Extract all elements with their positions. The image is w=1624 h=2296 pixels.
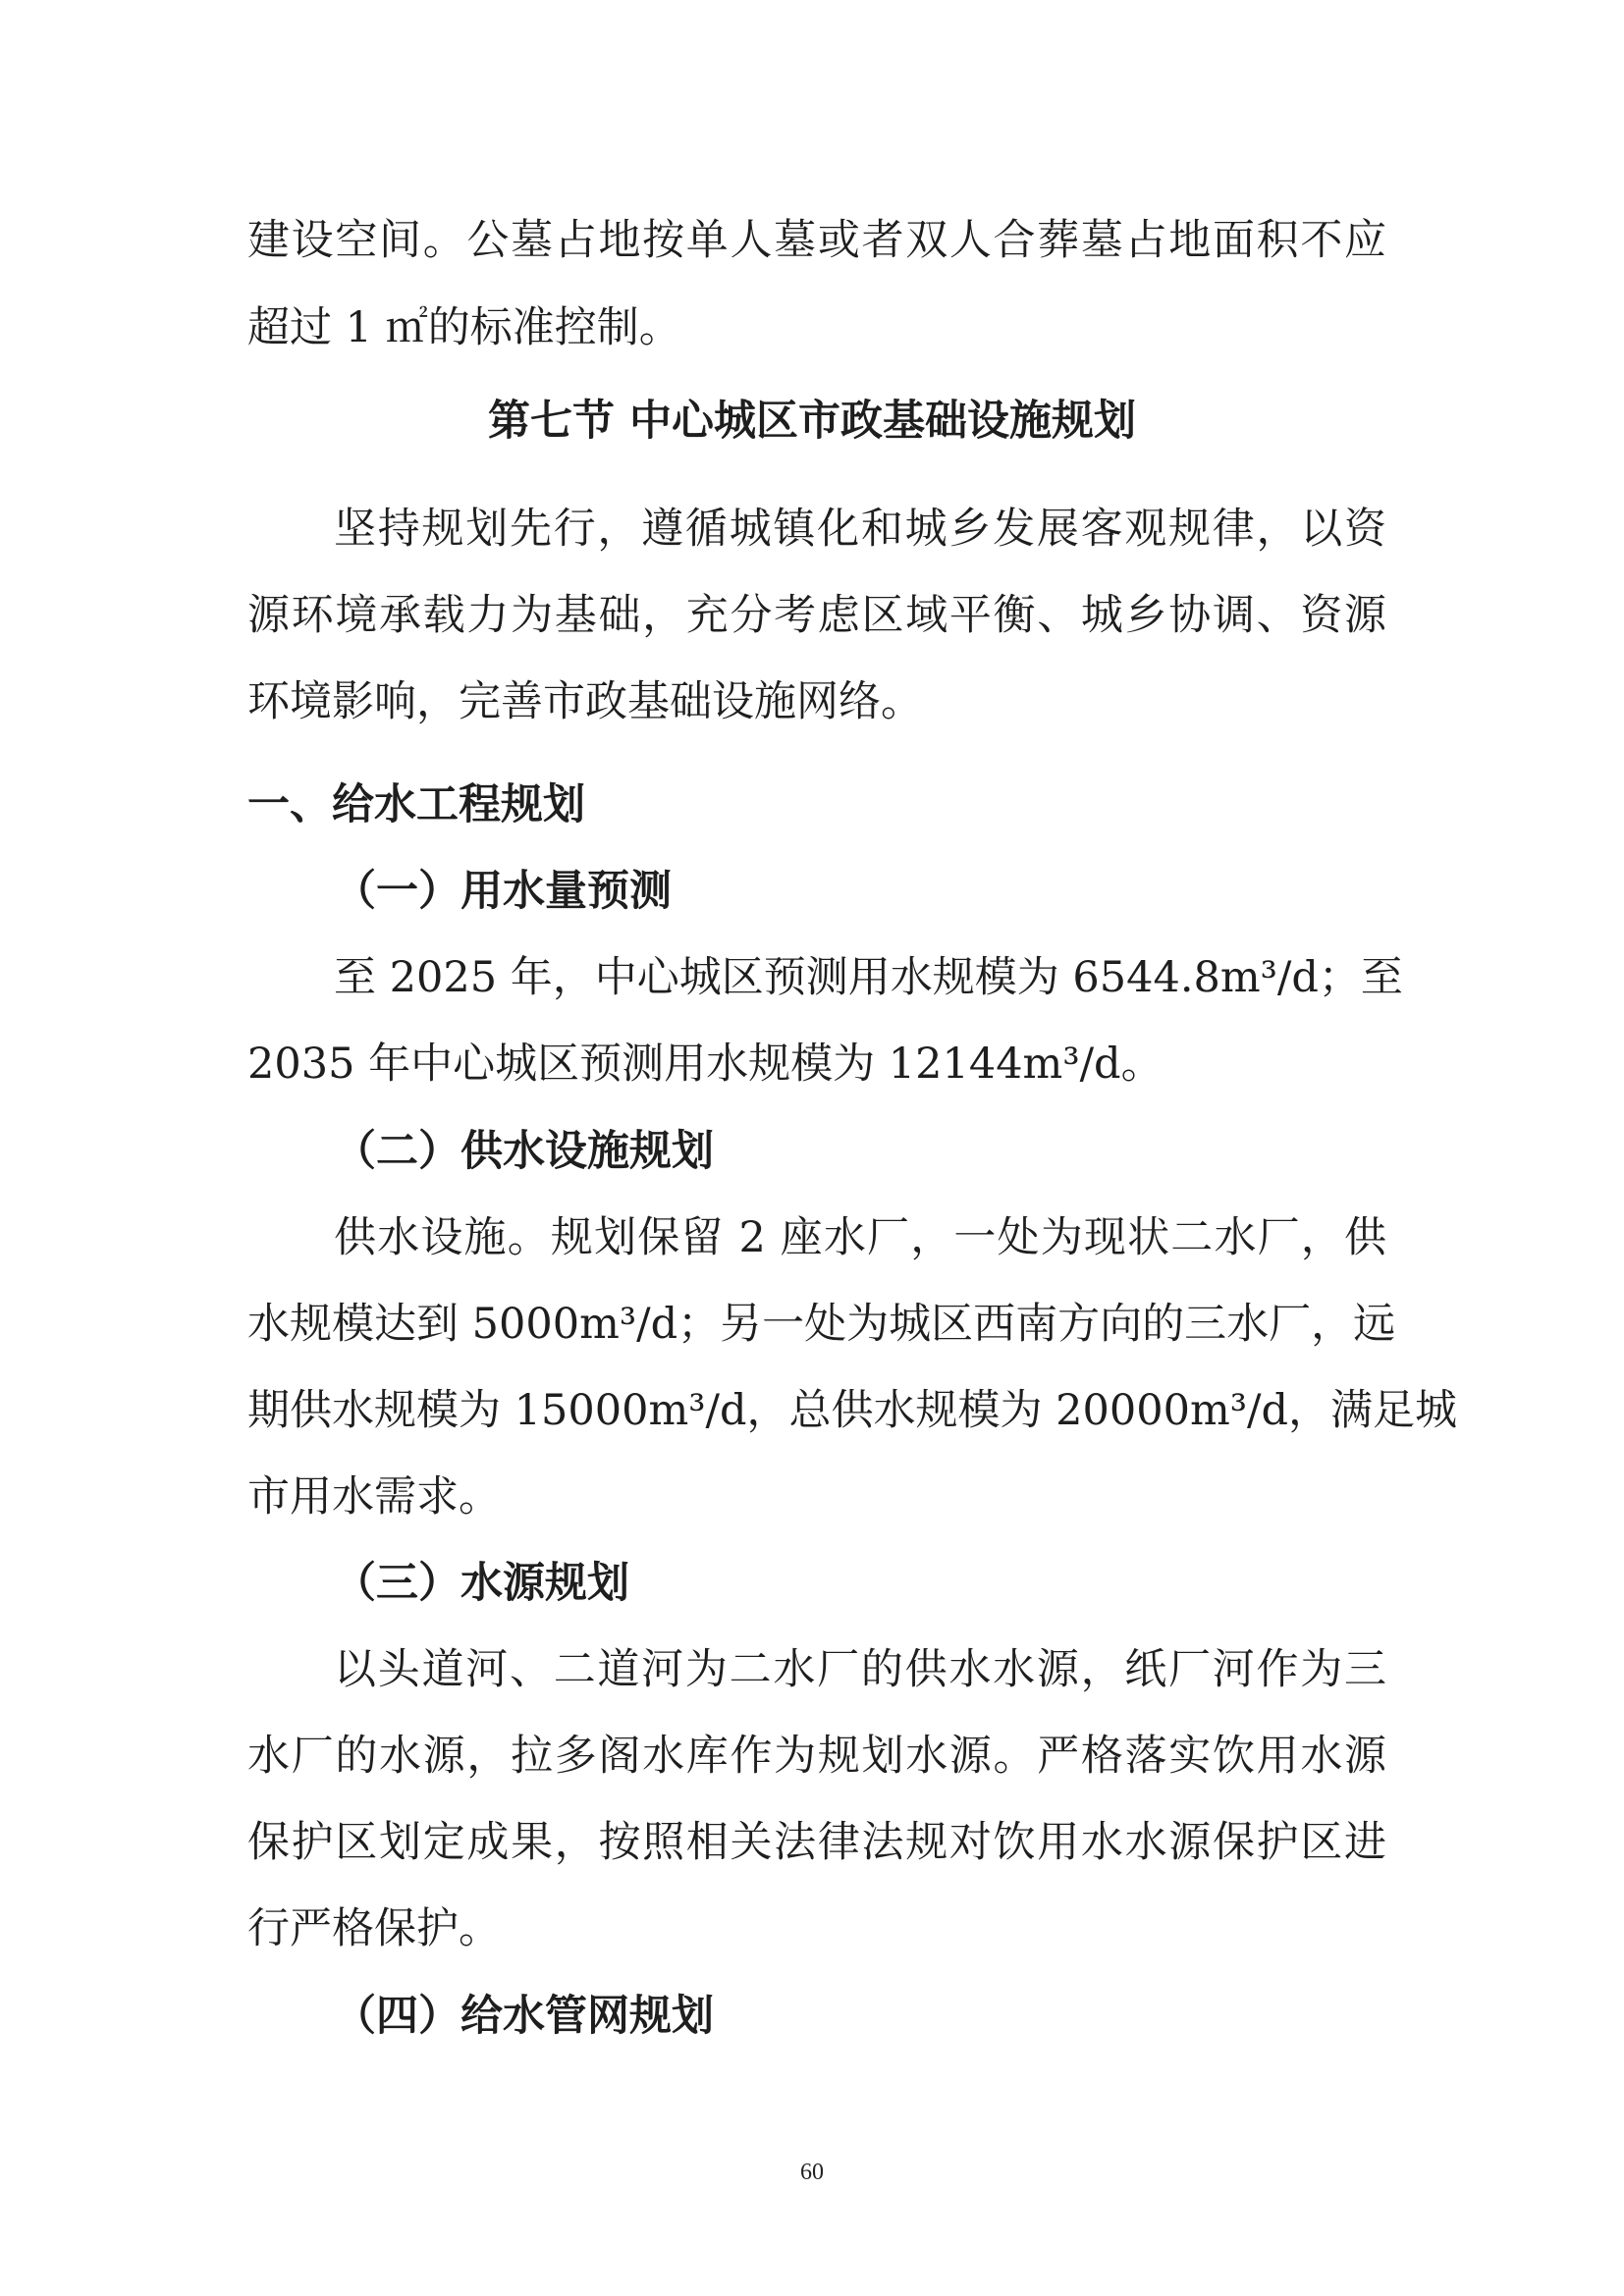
body-text-line: 环境影响，完善市政基础设施网络。: [247, 677, 923, 726]
body-text-line: 至 2025 年，中心城区预测用水规模为 6544.8m³/d；至: [334, 953, 1403, 1002]
page-number: 60: [800, 2160, 824, 2185]
body-text-line: 建设空间。公墓占地按单人墓或者双人合葬墓占地面积不应: [247, 216, 1386, 265]
section-title: 第七节 中心城区市政基础设施规划: [488, 397, 1136, 446]
body-text-line: 水厂的水源，拉多阁水库作为规划水源。严格落实饮用水源: [247, 1732, 1386, 1781]
heading-level-2: （一）用水量预测: [334, 867, 672, 916]
body-text-line: 供水设施。规划保留 2 座水厂，一处为现状二水厂，供: [334, 1213, 1386, 1262]
body-text-line: 以头道河、二道河为二水厂的供水水源，纸厂河作为三: [334, 1645, 1386, 1694]
body-text-line: 市用水需求。: [247, 1472, 501, 1522]
body-text-line: 超过 1 ㎡的标准控制。: [247, 303, 681, 352]
body-text-line: 行严格保护。: [247, 1904, 501, 1953]
body-text-line: 2035 年中心城区预测用水规模为 12144m³/d。: [247, 1040, 1164, 1089]
heading-level-1: 一、给水工程规划: [247, 780, 585, 829]
body-text-line: 坚持规划先行，遵循城镇化和城乡发展客观规律，以资: [334, 505, 1386, 554]
heading-level-2: （四）给水管网规划: [334, 1992, 714, 2041]
body-text-line: 保护区划定成果，按照相关法律法规对饮用水水源保护区进: [247, 1818, 1386, 1867]
body-text-line: 水规模达到 5000m³/d；另一处为城区西南方向的三水厂，远: [247, 1300, 1396, 1349]
body-text-line: 源环境承载力为基础，充分考虑区域平衡、城乡协调、资源: [247, 591, 1386, 640]
body-text-line: 期供水规模为 15000m³/d，总供水规模为 20000m³/d，满足城: [247, 1386, 1457, 1435]
heading-level-2: （三）水源规划: [334, 1559, 629, 1608]
heading-level-2: （二）供水设施规划: [334, 1127, 714, 1176]
